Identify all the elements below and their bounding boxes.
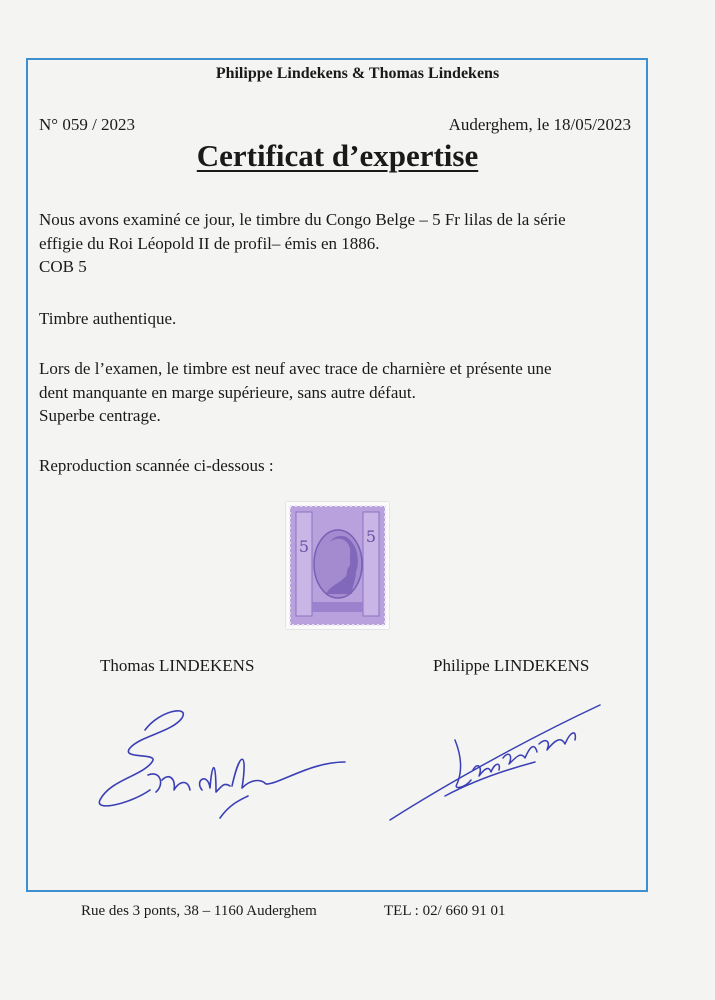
exam-line-3: Superbe centrage. <box>39 406 161 425</box>
place-date: Auderghem, le 18/05/2023 <box>448 115 631 134</box>
exam-notes <box>39 357 639 428</box>
stamp-value-right: 5 <box>365 527 377 546</box>
signature-right <box>385 700 615 825</box>
stamp-left-panel <box>296 512 312 616</box>
footer-address: Rue des 3 ponts, 38 – 1160 Auderghem <box>81 903 317 919</box>
certificate-number: N° 059 / 2023 <box>39 115 136 134</box>
signer-left-name: Thomas LINDEKENS <box>100 656 255 675</box>
reproduction-label: Reproduction scannée ci-dessous : <box>39 456 274 475</box>
exam-line-2: dent manquante en marge supérieure, sans autre défaut. <box>39 382 416 402</box>
stamp-illustration <box>286 502 389 629</box>
exam-line-1: Lors de l’examen, le timbre est neuf avec trace de charnière et présente une <box>39 359 552 378</box>
stamp-image <box>286 502 389 629</box>
stamp-value-left: 5 <box>298 537 310 556</box>
signer-right-name: Philippe LINDEKENS <box>433 656 590 675</box>
stamp-description <box>39 208 639 279</box>
certificate-title: Certificat d’expertise <box>196 138 479 173</box>
description-line-1: Nous avons examiné ce jour, le timbre du Congo Belge – 5 Fr lilas de la série <box>39 210 566 229</box>
description-line-2: effigie du Roi Léopold II de profil– émis en 1886. <box>39 233 380 253</box>
catalog-number: COB 5 <box>39 257 87 276</box>
signature-left <box>90 700 360 830</box>
verdict: Timbre authentique. <box>39 309 177 328</box>
company-header: Philippe Lindekens & Thomas Lindekens <box>215 65 500 82</box>
stamp-banner <box>312 602 363 612</box>
footer-telephone: TEL : 02/ 660 91 01 <box>384 903 506 919</box>
